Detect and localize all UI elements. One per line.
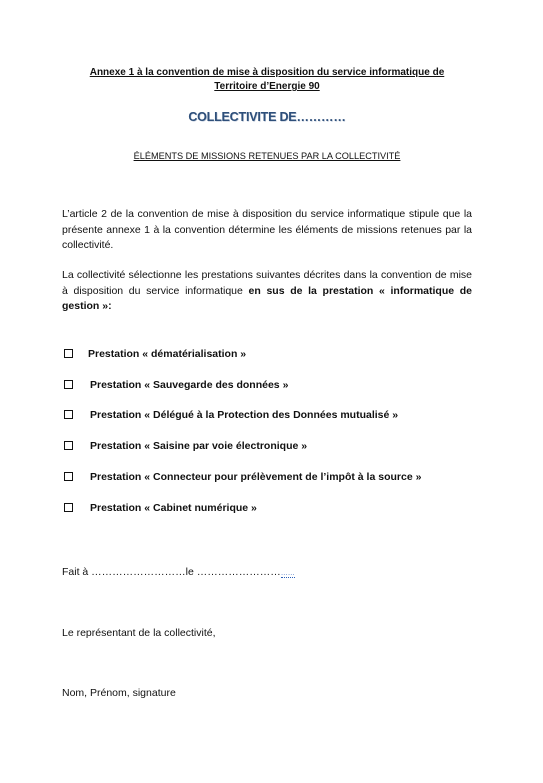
collectivite-heading: COLLECTIVITE DE…………	[188, 110, 346, 124]
paragraph-article-2: L’article 2 de la convention de mise à disposition du service informatique stipule que la présente annexe 1 à la convention détermine les éléments de missions retenues par la collectivité.	[62, 208, 472, 251]
prestation-label: Prestation « Délégué à la Protection des Données mutualisé »	[90, 409, 399, 421]
fait-a-line	[62, 565, 295, 581]
prestation-label: Prestation « Saisine par voie électronique »	[90, 440, 308, 452]
signature-line: Nom, Prénom, signature	[62, 687, 176, 699]
checkbox[interactable]	[64, 410, 73, 419]
fait-a-text: Fait à ………………………le ……………………	[62, 566, 281, 578]
representant-line: Le représentant de la collectivité,	[62, 627, 216, 639]
annex-title	[62, 66, 472, 94]
checkbox[interactable]	[64, 349, 73, 358]
section-title: ÉLÉMENTS DE MISSIONS RETENUES PAR LA COLLECTIVITÉ	[133, 151, 401, 161]
paragraph-selection	[62, 268, 472, 315]
checkbox[interactable]	[64, 380, 73, 389]
checkbox[interactable]	[64, 441, 73, 450]
prestation-label: Prestation « Connecteur pour prélèvement de l’impôt à la source »	[90, 471, 422, 483]
prestation-label: Prestation « Sauvegarde des données »	[90, 379, 289, 391]
checkbox[interactable]	[64, 472, 73, 481]
annex-title-line2: Territoire d’Energie 90	[214, 81, 320, 92]
checkbox[interactable]	[64, 503, 73, 512]
annex-title-line1: Annexe 1 à la convention de mise à disposition du service informatique de	[89, 67, 445, 78]
prestation-label: Prestation « dématérialisation »	[88, 348, 247, 360]
spellcheck-mark: ……	[280, 570, 295, 577]
paragraph-selection-bold: en sus de la prestation « informatique de gestion »:	[62, 284, 472, 312]
prestation-label: Prestation « Cabinet numérique »	[90, 502, 257, 514]
paragraph-selection-text: La collectivité sélectionne les prestations suivantes décrites dans la convention de mise à disposition du service informatique	[62, 269, 472, 297]
